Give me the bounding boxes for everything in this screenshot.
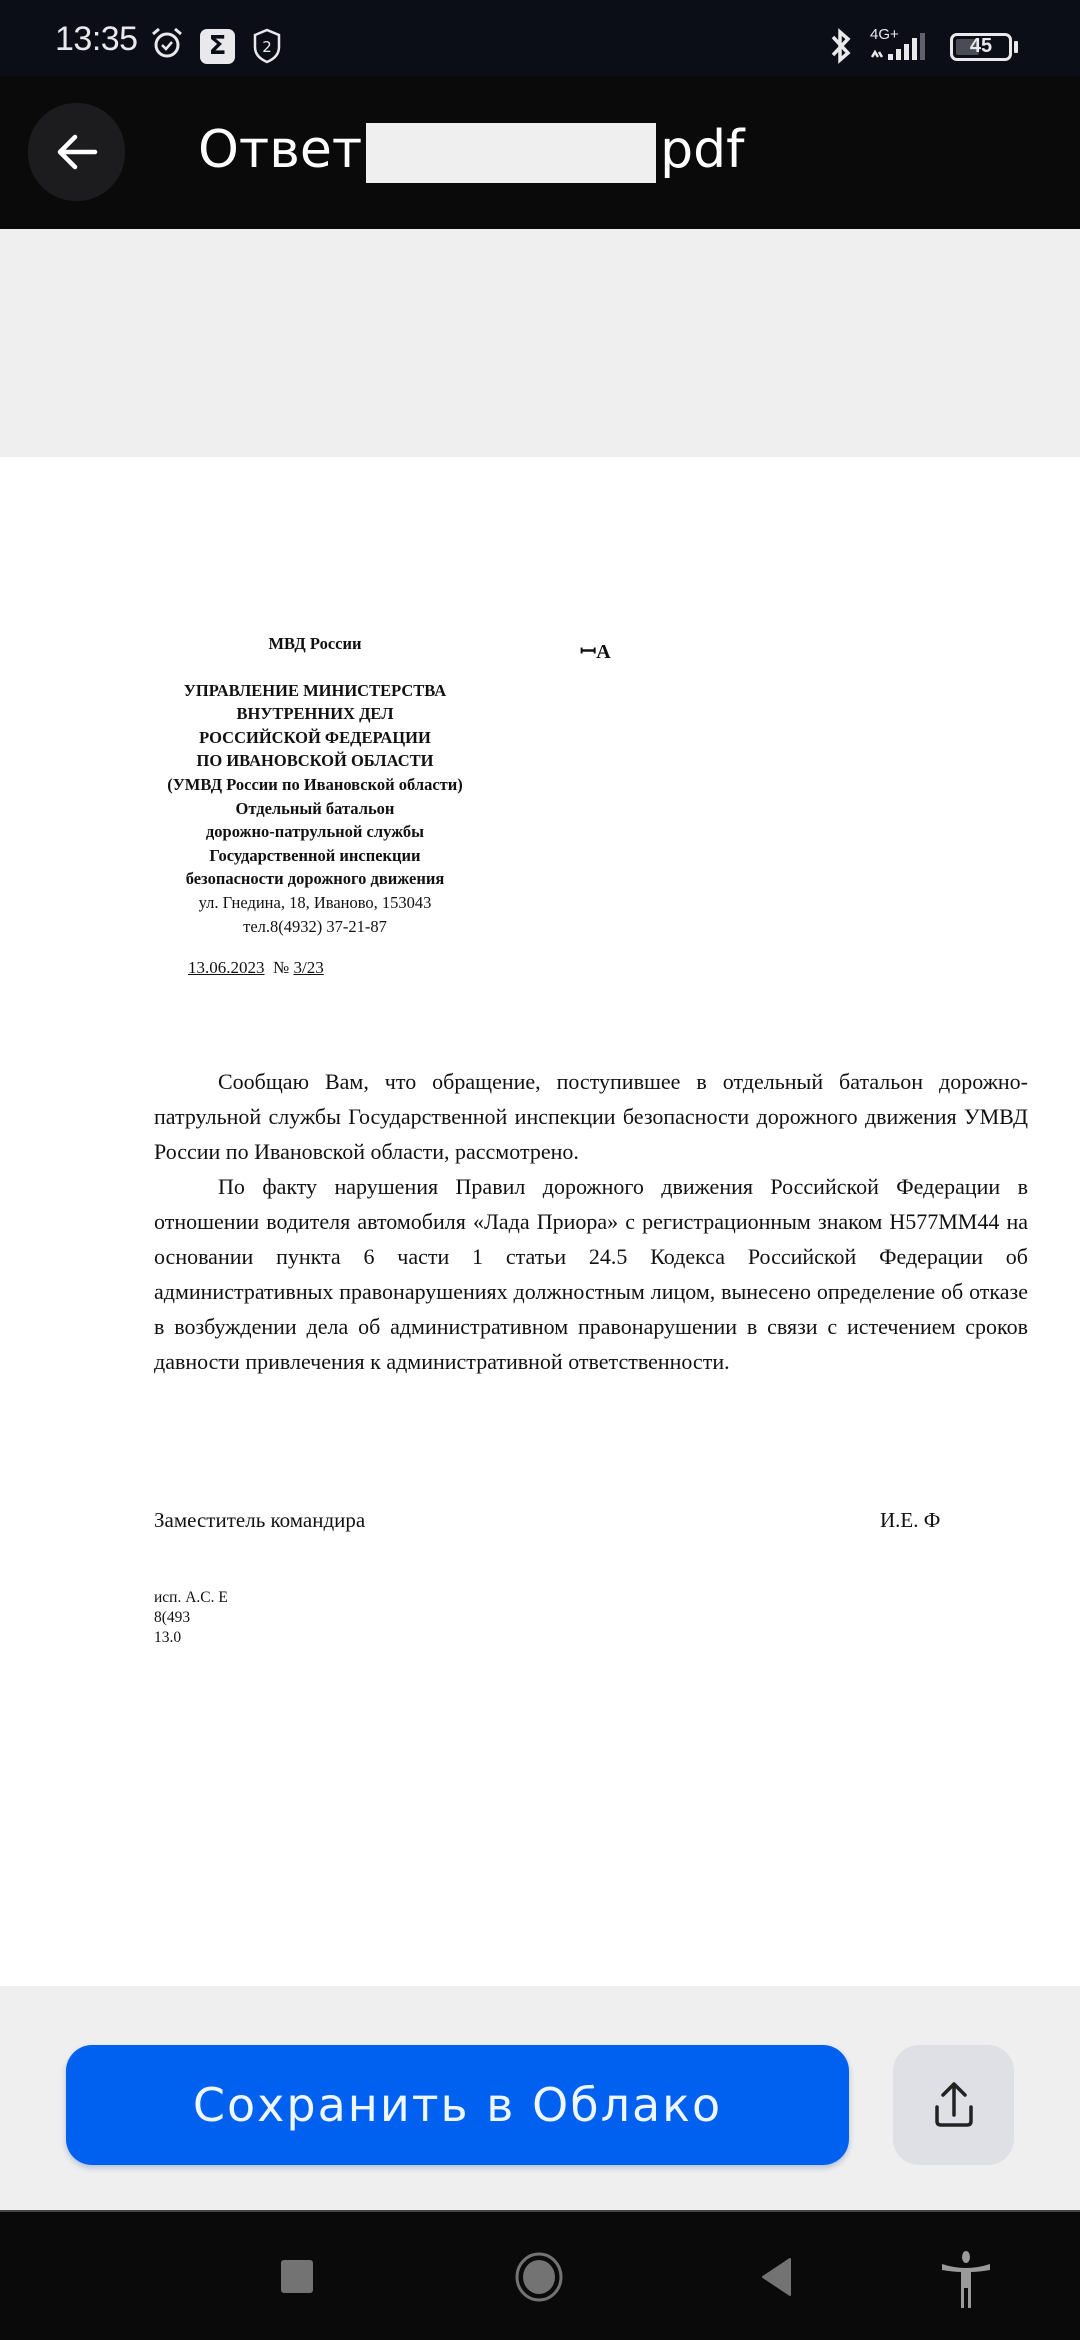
battery-level: 45 <box>969 35 993 57</box>
letterhead-line: РОССИЙСКОЙ ФЕДЕРАЦИИ <box>199 727 431 747</box>
letterhead-line: безопасности дорожного движения <box>185 869 445 889</box>
document-page[interactable] <box>0 457 1080 1986</box>
signal-icon <box>870 32 936 62</box>
file-title <box>198 120 744 183</box>
shield-2-icon <box>252 28 282 64</box>
document-reference <box>188 958 324 978</box>
save-to-cloud-button[interactable]: Сохранить в Облако <box>66 2045 849 2165</box>
letterhead-line: дорожно-патрульной службы <box>205 822 425 842</box>
share-icon <box>928 2079 980 2131</box>
letter-body <box>154 1064 1028 1379</box>
status-time: 13:35 <box>55 20 138 58</box>
status-bar <box>0 0 1080 76</box>
letterhead-line: Отдельный батальон <box>235 798 395 818</box>
viewer-background <box>0 229 1080 457</box>
alarm-icon <box>150 26 184 60</box>
signer-title: Заместитель командира <box>154 1508 366 1532</box>
file-title-extension: pdf <box>660 120 745 180</box>
executor-info <box>154 1588 228 1648</box>
bluetooth-icon <box>828 26 854 66</box>
letterhead <box>165 632 465 938</box>
executor-line: 8(493 <box>154 1609 191 1626</box>
arrow-left-icon <box>53 128 101 176</box>
addressee-mark: ꟷА <box>580 641 611 663</box>
network-type: 4G+ <box>870 26 899 43</box>
letterhead-line: УПРАВЛЕНИЕ МИНИСТЕРСТВА <box>183 680 447 700</box>
share-button[interactable] <box>893 2045 1014 2165</box>
back-button[interactable] <box>28 103 125 201</box>
letterhead-line: ПО ИВАНОВСКОЙ ОБЛАСТИ <box>196 751 434 771</box>
letterhead-line: Государственной инспекции <box>209 845 421 865</box>
system-nav-bar <box>0 2210 1080 2340</box>
reference-date: 13.06.2023 <box>188 958 265 977</box>
letterhead-line: ВНУТРЕННИХ ДЕЛ <box>236 704 394 724</box>
letterhead-ministry: МВД России <box>268 634 362 653</box>
back-triangle-icon[interactable] <box>760 2257 794 2297</box>
paragraph: Сообщаю Вам, что обращение, поступившее в отдельный батальон дорожно-патрульной службы Государственной инспекции безопасности дорожного движения УМВД России по Ивановской области, рассмотрено. <box>154 1069 1028 1164</box>
letterhead-line: (УМВД России по Ивановской области) <box>167 774 463 794</box>
sigma-app-icon: Σ <box>200 29 235 64</box>
battery-tip <box>1014 41 1018 53</box>
reference-number-label: № <box>273 958 290 977</box>
executor-line: исп. А.С. Е <box>154 1589 228 1606</box>
recent-apps-icon[interactable] <box>281 2260 313 2293</box>
home-icon[interactable] <box>515 2252 563 2302</box>
file-title-start: Ответ <box>198 120 363 180</box>
accessibility-icon[interactable] <box>940 2250 992 2312</box>
letterhead-phone: тел.8(4932) 37-21-87 <box>243 916 387 936</box>
letterhead-address: ул. Гнедина, 18, Иваново, 153043 <box>198 892 432 912</box>
reference-number: 3/23 <box>293 958 324 977</box>
signer-name: И.Е. Ф <box>880 1508 941 1532</box>
battery-icon <box>950 33 1012 61</box>
executor-line: 13.0 <box>154 1629 182 1646</box>
app-bar <box>0 76 1080 229</box>
paragraph: По факту нарушения Правил дорожного движения Российской Федерации в отношении водителя автомобиля «Лада Приора» с регистрационным знаком Н577ММ44 на основании пункта 6 части 1 статьи 24.5 Кодекса Российской Федерации об административных правонарушениях должностным лицом, вынесено определение об отказе в возбуждении дела об административном правонарушении в связи с истечением сроков давности привлечения к административной ответственности. <box>154 1174 1028 1374</box>
redacted-region <box>366 123 656 183</box>
shield-badge: 2 <box>262 38 272 56</box>
